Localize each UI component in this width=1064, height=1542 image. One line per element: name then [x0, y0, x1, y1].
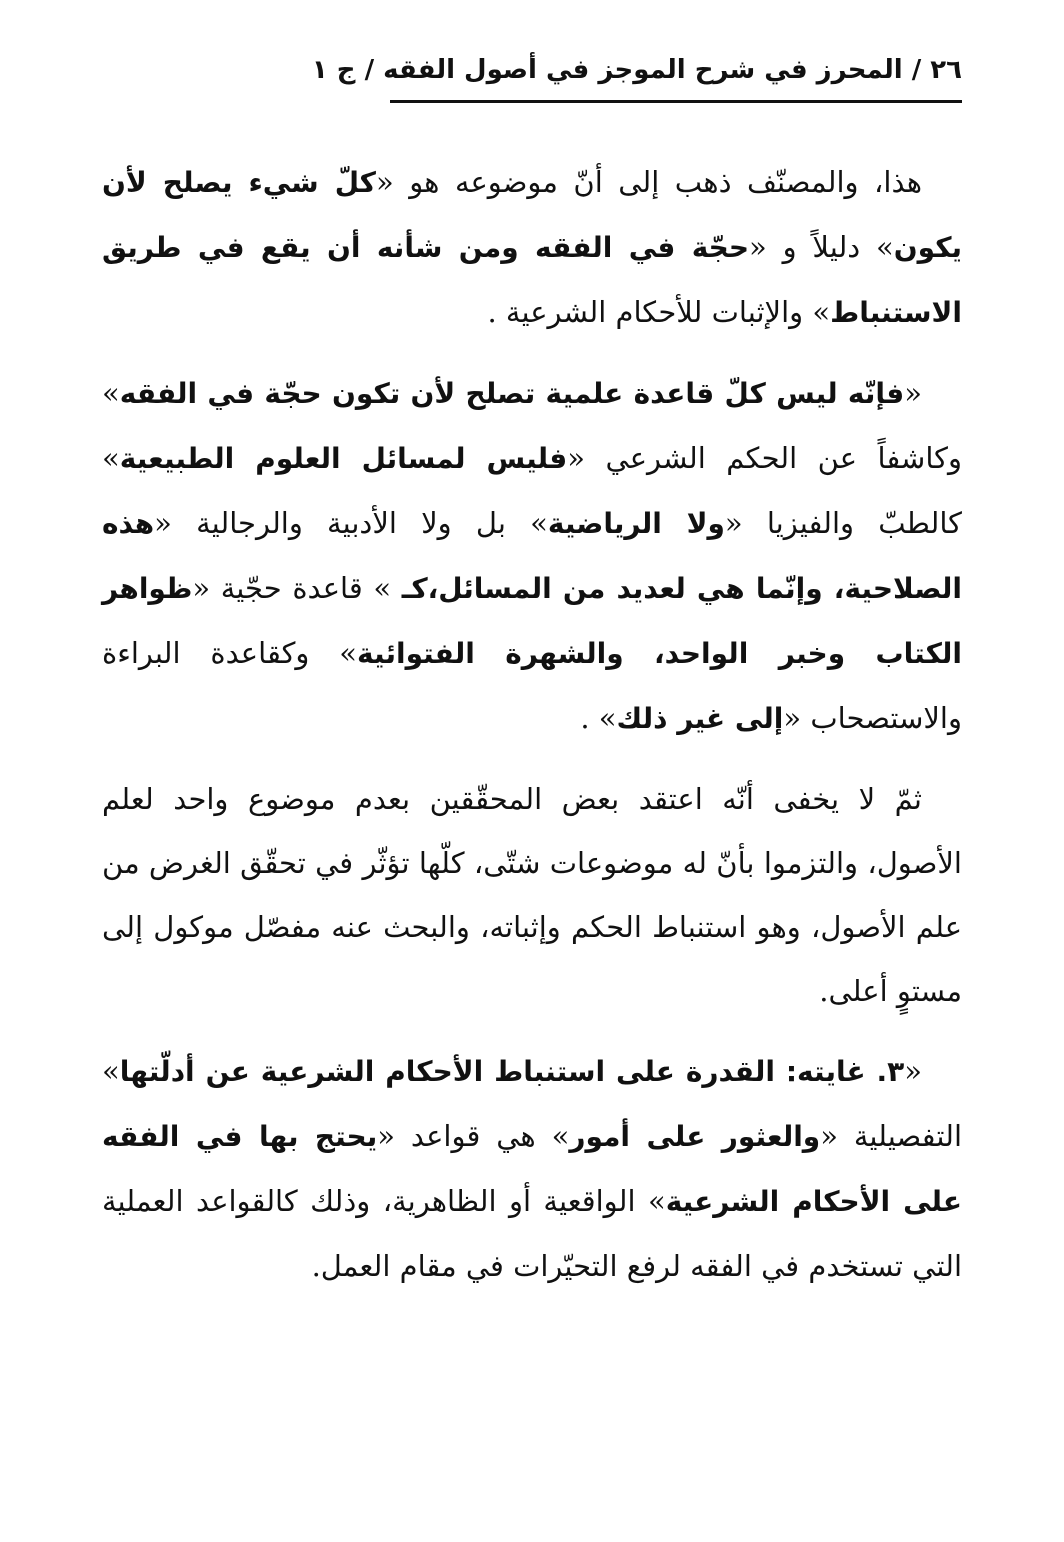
text-run: » دليلاً و « [749, 230, 894, 264]
text-run: » بل ولا الأدبية والرجالية « [154, 506, 548, 540]
page-body [102, 150, 962, 1314]
text-run: » كالطبّ والفيزيا « [102, 441, 962, 540]
text-run: » التفصيلية « [102, 1054, 962, 1153]
quoted-text-bold: فإنّه ليس كلّ قاعدة علمية تصلح لأن تكون حجّة في الفقه [119, 377, 905, 410]
running-header [102, 52, 962, 88]
paragraph-3 [102, 767, 962, 1023]
text-run: » وكاشفاً عن الحكم الشرعي « [102, 376, 962, 475]
text-run: « [904, 1054, 922, 1088]
header-rule [390, 100, 962, 103]
text-run: » . [580, 701, 617, 735]
text-run: » هي قواعد « [377, 1119, 570, 1153]
quoted-text-bold: فليس لمسائل العلوم الطبيعية [119, 442, 568, 475]
text-run: « [904, 376, 922, 410]
text-run: » والإثبات للأحكام الشرعية . [487, 295, 831, 329]
quoted-text-bold: حجّة في الفقه ومن شأنه أن يقع في طريق الاستنباط [102, 231, 962, 329]
quoted-text-bold: ولا الرياضية [547, 507, 725, 540]
text-run: » قاعدة حجّية « [192, 571, 402, 605]
quoted-text-bold: يحتج بها في الفقه على الأحكام الشرعية [102, 1120, 962, 1218]
paragraph-4 [102, 1039, 962, 1298]
text-run: » وكقاعدة البراءة والاستصحاب « [102, 636, 962, 735]
paragraph-2 [102, 361, 962, 751]
quoted-text-bold: إلى غير ذلك [616, 702, 784, 735]
quoted-text-bold: ٣. غايته: القدرة على استنباط الأحكام الشرعية عن أدلّتها [119, 1055, 905, 1088]
text-run: ثمّ لا يخفى أنّه اعتقد بعض المحقّقين بعدم موضوع واحد لعلم الأصول، والتزموا بأنّ له موضوعات شتّى، كلّها تؤثّر في تحقّق الغرض من علم الأصول، وهو استنباط الحكم وإثباته، والبحث عنه مفصّل موكول إلى مستوٍ أعلى. [102, 782, 962, 1008]
paragraph-1 [102, 150, 962, 345]
text-run: هذا، والمصنّف ذهب إلى أنّ موضوعه هو « [375, 165, 922, 199]
text-run: » الواقعية أو الظاهرية، وذلك كالقواعد العملية التي تستخدم في الفقه لرفع التحيّرات في مقام العمل. [102, 1184, 962, 1283]
quoted-text-bold: هذه الصلاحية، وإنّما هي لعديد من المسائل،كـ [102, 507, 962, 605]
running-header-title: ٢٦ / المحرز في شرح الموجز في أصول الفقه / ج ١ [311, 55, 962, 85]
quoted-text-bold: والعثور على أمور [569, 1120, 821, 1153]
quoted-text-bold: ظواهر الكتاب وخبر الواحد، والشهرة الفتوائية [102, 572, 962, 670]
quoted-text-bold: كلّ شيء يصلح لأن يكون [102, 166, 963, 264]
